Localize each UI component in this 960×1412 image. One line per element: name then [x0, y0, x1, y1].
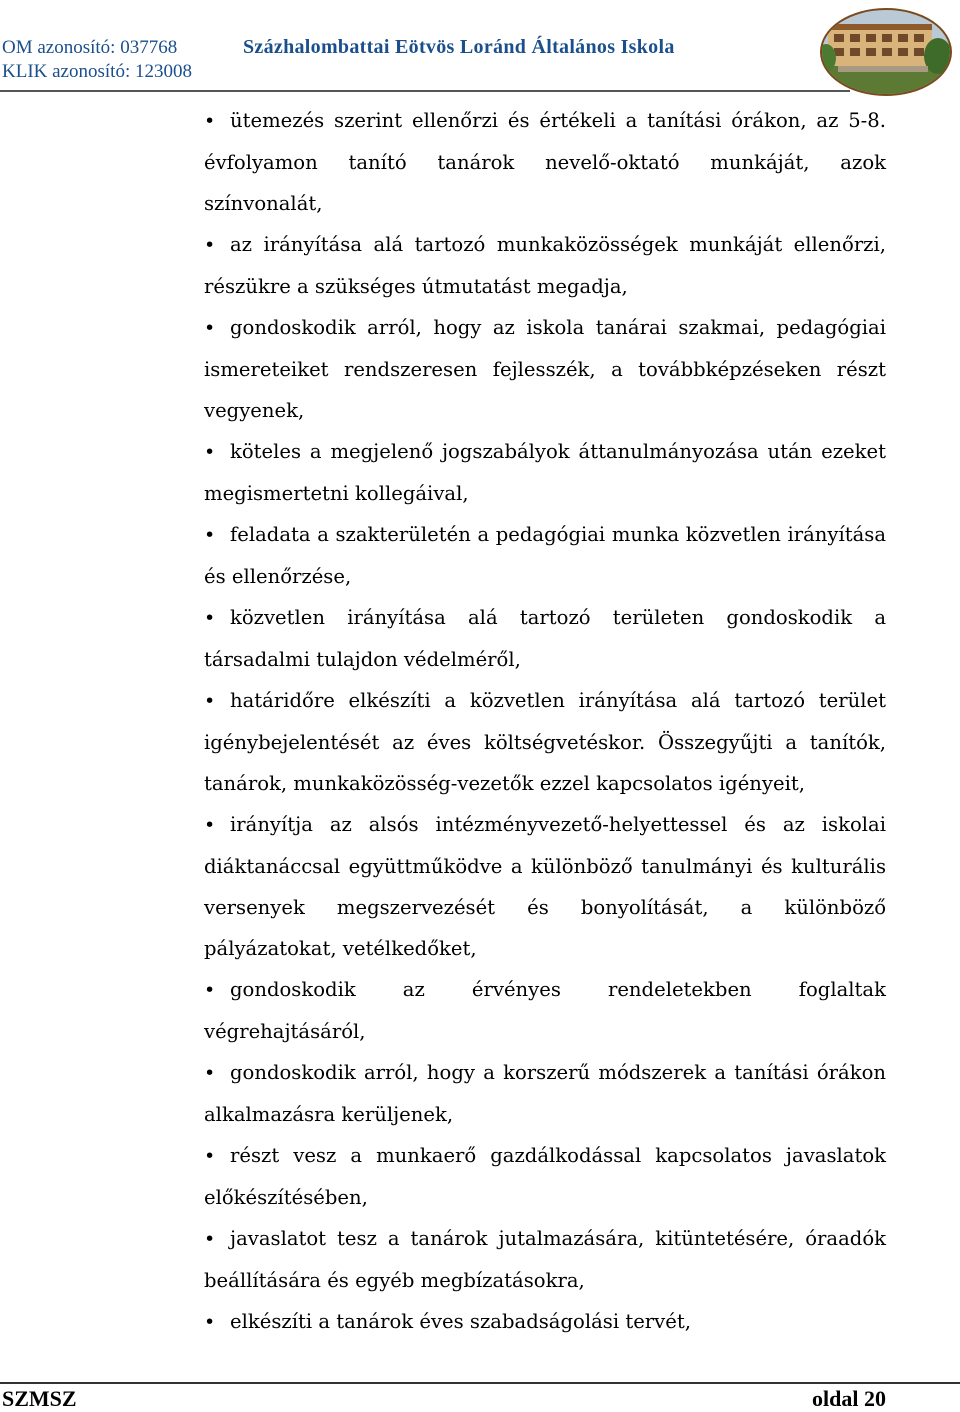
list-item: • feladata a szakterületén a pedagógiai munka közvetlen irányítása és ellenőrzése,: [204, 514, 886, 597]
list-item: • gondoskodik az érvényes rendeletekben foglaltak végrehajtásáról,: [204, 969, 886, 1052]
bullet-icon: •: [204, 1228, 216, 1250]
bullet-icon: •: [204, 317, 216, 339]
om-id: OM azonosító: 037768: [2, 37, 178, 58]
list-item: • gondoskodik arról, hogy az iskola tanárai szakmai, pedagógiai ismereteiket rendszeresen fejlesszék, a továbbképzéseken részt vegyenek,: [204, 307, 886, 431]
school-name: Százhalombattai Eötvös Loránd Általános Iskola: [243, 36, 675, 58]
bullet-icon: •: [204, 690, 216, 712]
list-item: • határidőre elkészíti a közvetlen irányítása alá tartozó terület igénybejelentését az éves költségvetéskor. Összegyűjti a tanítók, tanárok, munkaközösség-vezetők ezzel kapcsolatos igényeit,: [204, 680, 886, 804]
klik-id: KLIK azonosító: 123008: [2, 61, 192, 82]
responsibilities-list: [204, 100, 886, 1343]
bullet-icon: •: [204, 1062, 216, 1084]
list-item: • köteles a megjelenő jogszabályok áttanulmányozása után ezeket megismertetni kollegáival,: [204, 431, 886, 514]
header-divider: [0, 90, 850, 92]
footer-doc-code: SZMSZ: [2, 1386, 77, 1411]
list-item: • részt vesz a munkaerő gazdálkodással kapcsolatos javaslatok előkészítésében,: [204, 1135, 886, 1218]
bullet-icon: •: [204, 1145, 216, 1167]
list-item: • gondoskodik arról, hogy a korszerű módszerek a tanítási órákon alkalmazásra kerüljenek,: [204, 1052, 886, 1135]
list-item: • az irányítása alá tartozó munkaközösségek munkáját ellenőrzi, részükre a szükséges útmutatást megadja,: [204, 224, 886, 307]
bullet-icon: •: [204, 1311, 216, 1333]
footer-divider: [0, 1382, 960, 1384]
school-building-logo: [818, 6, 954, 98]
page-header: [0, 0, 960, 92]
bullet-icon: •: [204, 441, 216, 463]
bullet-icon: •: [204, 814, 216, 836]
list-item: • közvetlen irányítása alá tartozó területen gondoskodik a társadalmi tulajdon védelméről,: [204, 597, 886, 680]
list-item: • elkészíti a tanárok éves szabadságolási tervét,: [204, 1301, 886, 1343]
bullet-icon: •: [204, 607, 216, 629]
bullet-icon: •: [204, 110, 216, 132]
bullet-icon: •: [204, 524, 216, 546]
header-ids: [2, 36, 192, 84]
page-number: oldal 20: [812, 1386, 886, 1411]
bullet-icon: •: [204, 234, 216, 256]
bullet-icon: •: [204, 979, 216, 1001]
list-item: • ütemezés szerint ellenőrzi és értékeli a tanítási órákon, az 5-8. évfolyamon tanító tanárok nevelő-oktató munkáját, azok színvonalát,: [204, 100, 886, 224]
list-item: • javaslatot tesz a tanárok jutalmazására, kitüntetésére, óraadók beállítására és egyéb megbízatásokra,: [204, 1218, 886, 1301]
list-item: • irányítja az alsós intézményvezető-helyettessel és az iskolai diáktanáccsal együttműködve a különböző tanulmányi és kulturális versenyek megszervezését és bonyolítását, a különböző pályázatokat, vetélkedőket,: [204, 804, 886, 969]
